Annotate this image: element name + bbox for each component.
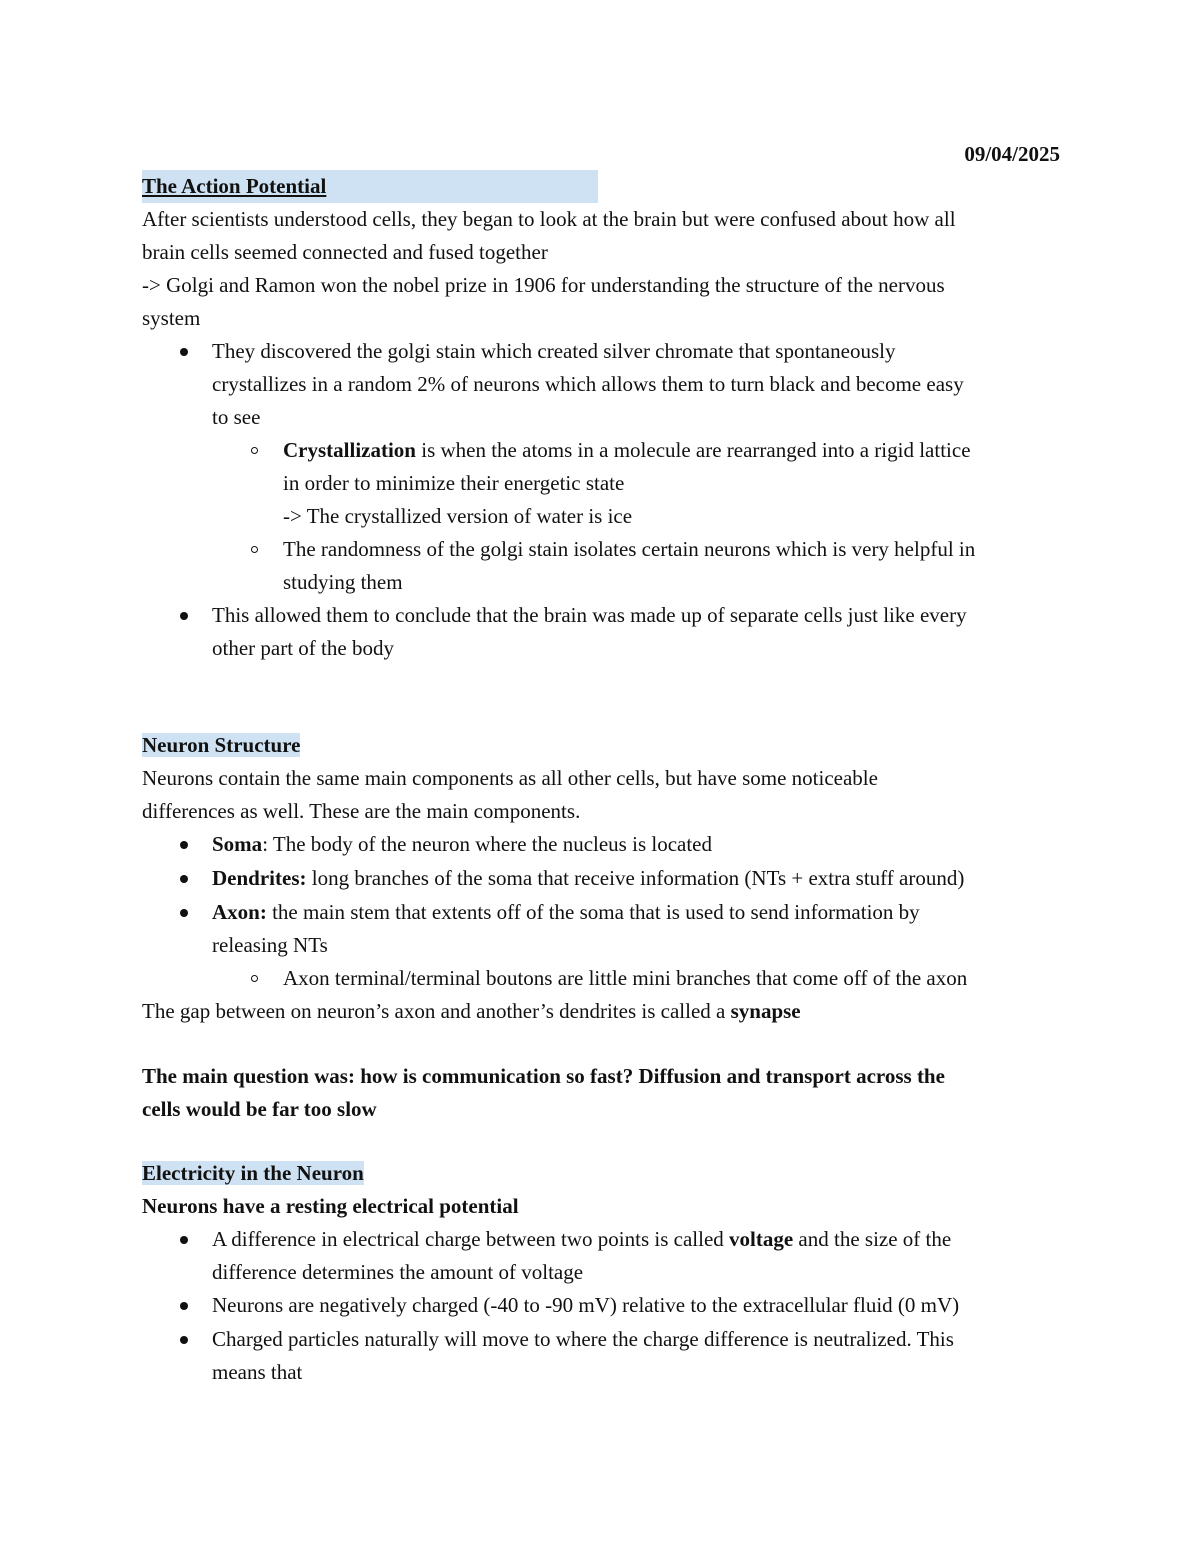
list-item-soma: Soma: The body of the neuron where the nucleus is located [212,832,712,856]
list-item: Charged particles naturally will move to where the charge difference is neutralized. This [212,1327,954,1351]
list-item-continued: difference determines the amount of voltage [212,1260,584,1284]
sub-list-item-continued: -> The crystallized version of water is ice [283,504,633,528]
list-item-continued: to see [212,405,261,429]
list-item-axon: Axon: the main stem that extents off of the soma that is used to send information by [212,900,920,924]
paragraph-synapse: The gap between on neuron’s axon and another’s dendrites is called a synapse [142,999,801,1023]
subheading: Neurons have a resting electrical potential [142,1194,519,1218]
sub-list-item-continued: studying them [283,570,403,594]
main-question-line: The main question was: how is communication so fast? Diffusion and transport across the [142,1064,945,1088]
sub-list-item: Crystallization is when the atoms in a molecule are rearranged into a rigid lattice [283,438,971,462]
sub-bullet-icon [251,447,258,454]
list-item-continued: means that [212,1360,303,1384]
sub-list-item: The randomness of the golgi stain isolates certain neurons which is very helpful in [283,537,976,561]
main-question-line: cells would be far too slow [142,1097,377,1121]
paragraph-line: system [142,306,201,330]
section-heading-neuron-structure: Neuron Structure [142,733,301,757]
bullet-icon [180,909,188,917]
bullet-icon [180,612,188,620]
term-crystallization: Crystallization [283,438,416,462]
list-item-continued: crystallizes in a random 2% of neurons which allows them to turn black and become easy [212,372,964,396]
list-item: They discovered the golgi stain which created silver chromate that spontaneously [212,339,896,363]
bullet-icon [180,1302,188,1310]
paragraph-line: Neurons contain the same main components as all other cells, but have some noticeable [142,766,878,790]
bullet-icon [180,841,188,849]
section-heading-electricity: Electricity in the Neuron [142,1161,364,1185]
section-heading-action-potential: The Action Potential [142,170,598,203]
list-item-continued: releasing NTs [212,933,328,957]
bullet-icon [180,1336,188,1344]
paragraph-line: differences as well. These are the main components. [142,799,581,823]
term-synapse: synapse [730,999,801,1023]
list-item: This allowed them to conclude that the brain was made up of separate cells just like every [212,603,967,627]
bullet-icon [180,875,188,883]
list-item-voltage: A difference in electrical charge between two points is called voltage and the size of the [212,1227,952,1251]
list-item-continued: other part of the body [212,636,394,660]
sub-list-item: Axon terminal/terminal boutons are little mini branches that come off of the axon [283,966,968,990]
date: 09/04/2025 [964,142,1060,166]
sub-bullet-icon [251,975,258,982]
paragraph-line: -> Golgi and Ramon won the nobel prize in 1906 for understanding the structure of the nervous [142,273,945,297]
bullet-icon [180,1236,188,1244]
sub-list-item-continued: in order to minimize their energetic state [283,471,625,495]
sub-bullet-icon [251,546,258,553]
bullet-icon [180,348,188,356]
paragraph-line: brain cells seemed connected and fused together [142,240,548,264]
paragraph-line: After scientists understood cells, they began to look at the brain but were confused about how all [142,207,956,231]
list-item: Neurons are negatively charged (-40 to -90 mV) relative to the extracellular fluid (0 mV) [212,1293,960,1317]
list-item-dendrites: Dendrites: long branches of the soma that receive information (NTs + extra stuff around) [212,866,965,890]
